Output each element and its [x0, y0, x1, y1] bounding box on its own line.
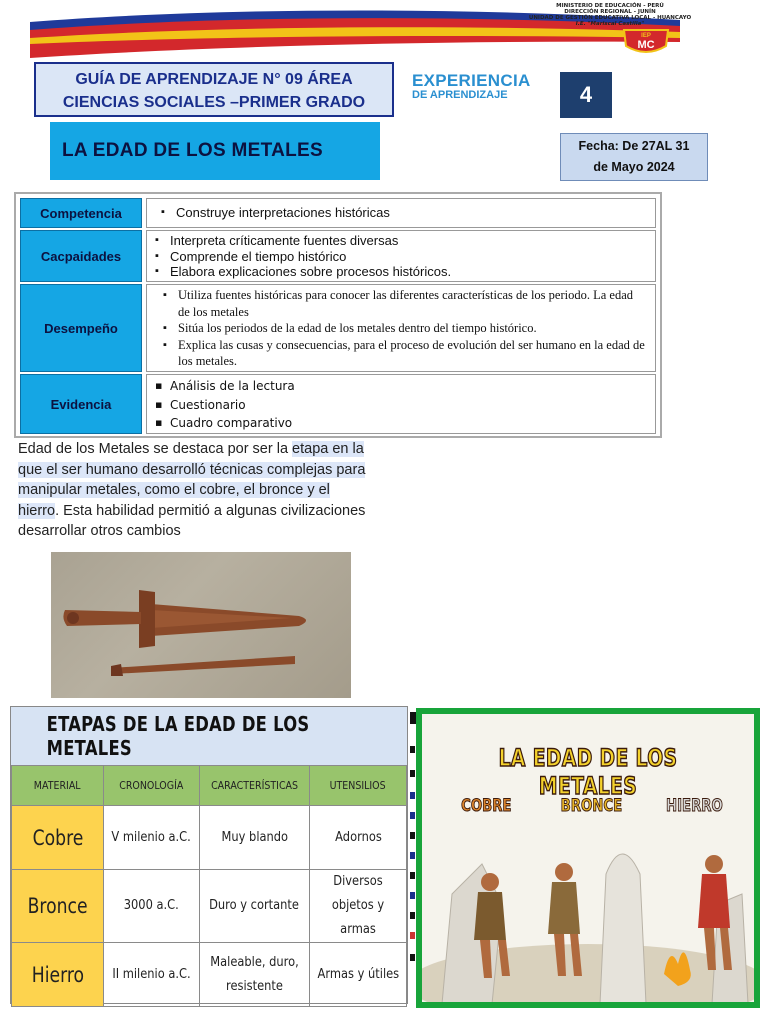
- material-cell: Bronce: [12, 870, 104, 943]
- table-row: [12, 943, 407, 1007]
- bronze-dagger-photo: [51, 552, 351, 698]
- table-row: [12, 870, 407, 943]
- capacidad-item: ▪ Elabora explicaciones sobre procesos históricos.: [155, 264, 647, 280]
- desempeno-item: ▪ Explica las cusas y consecuencias, para el proceso de evolución del ser humano en la edad de los metales.: [163, 337, 647, 370]
- desempeno-content: [146, 284, 656, 372]
- illustration-canvas: [422, 714, 754, 1002]
- experience-label-big: EXPERIENCIA: [412, 71, 531, 90]
- tools-cell: Armas y útiles: [310, 943, 407, 1007]
- intro-paragraph: [18, 439, 368, 542]
- guide-title-line2: CIENCIAS SOCIALES –PRIMER GRADO: [62, 94, 366, 111]
- metal-stages-table: [10, 706, 408, 1004]
- intro-text-start: Edad de los Metales se destaca por ser la: [18, 441, 293, 457]
- capacidad-item: ▪ Interpreta críticamente fuentes diversas: [155, 233, 647, 249]
- intro-highlight: etapa en la que el ser humano desarrolló técnicas complejas para manipular metales, como el cobre, el bronce y el hierro: [18, 441, 366, 519]
- bronze-label: BRONCE: [560, 796, 623, 816]
- desempeno-item: ▪ Utiliza fuentes históricas para conocer las diferentes características de los periodo. La edad de los metales: [163, 287, 647, 320]
- experience-number: 4: [560, 72, 612, 118]
- date-line2: de Mayo 2024: [593, 160, 675, 174]
- guide-title-line1: GUÍA DE APRENDIZAJE N° 09 ÁREA: [75, 71, 353, 88]
- characteristics-cell: Duro y cortante: [200, 870, 310, 943]
- stages-header-row: [12, 766, 407, 806]
- topic-title-box: [50, 122, 380, 180]
- evidencia-item: ▪ Análisis de la lectura: [155, 377, 647, 396]
- tools-cell: Adornos: [310, 806, 407, 870]
- chronology-cell: II milenio a.C.: [104, 943, 200, 1007]
- iron-label: HIERRO: [666, 796, 723, 816]
- chronology-cell: 3000 a.C.: [104, 870, 200, 943]
- competencia-item: ▪ Construye interpretaciones históricas: [161, 205, 647, 221]
- column-header: MATERIAL: [12, 766, 104, 806]
- evidencia-item: ▪ Cuadro comparativo: [155, 414, 647, 433]
- logo-top-text: IEP: [641, 33, 651, 39]
- experience-label: [412, 72, 531, 101]
- competencia-content: [146, 198, 656, 228]
- desempeno-item: ▪ Sitúa los periodos de la edad de los metales dentro del tiempo histórico.: [163, 320, 647, 337]
- stages-grid: [11, 765, 407, 1007]
- competencies-table: [14, 192, 662, 438]
- competencia-row: [20, 198, 656, 228]
- material-cell: Cobre: [12, 806, 104, 870]
- logo-main-text: MC: [637, 39, 655, 51]
- guide-title-box: [34, 62, 394, 117]
- date-line1: Fecha: De 27AL 31: [578, 139, 690, 153]
- evidencia-row: [20, 374, 656, 434]
- chronology-cell: V milenio a.C.: [104, 806, 200, 870]
- column-header: CARACTERÍSTICAS: [200, 766, 310, 806]
- characteristics-cell: Maleable, duro, resistente: [200, 943, 310, 1007]
- competencia-label: Competencia: [20, 198, 142, 228]
- school-logo: [620, 28, 672, 56]
- material-cell: Hierro: [12, 943, 104, 1007]
- characteristics-cell: Muy blando: [200, 806, 310, 870]
- experience-label-small: DE APRENDIZAJE: [412, 89, 508, 101]
- copper-label: COBRE: [461, 796, 512, 816]
- evidencia-label: Evidencia: [20, 374, 142, 434]
- table-row: [12, 806, 407, 870]
- capacidades-content: [146, 230, 656, 282]
- column-header: UTENSILIOS: [310, 766, 407, 806]
- evidencia-item: ▪ Cuestionario: [155, 396, 647, 415]
- dagger-image: [51, 552, 351, 698]
- metal-age-illustration: [416, 708, 760, 1008]
- header-banner: [30, 0, 740, 60]
- tools-cell: Diversos objetos y armas: [310, 870, 407, 943]
- capacidades-row: [20, 230, 656, 282]
- evidencia-content: [146, 374, 656, 434]
- date-box: [560, 133, 708, 181]
- desempeno-row: [20, 284, 656, 372]
- column-header: CRONOLOGÍA: [104, 766, 200, 806]
- topic-title: LA EDAD DE LOS METALES: [62, 140, 323, 161]
- capacidad-item: ▪ Comprende el tiempo histórico: [155, 249, 647, 265]
- intro-text-end: . Esta habilidad permitió a algunas civilizaciones desarrollar otros cambios: [18, 502, 366, 539]
- illustration-title: LA EDAD DE LOS METALES: [498, 744, 678, 800]
- desempeno-label: Desempeño: [20, 284, 142, 372]
- capacidades-label: Cacpaidades: [20, 230, 142, 282]
- stages-title: ETAPAS DE LA EDAD DE LOS METALES: [11, 707, 407, 765]
- ministry-header-text: MINISTERIO DE EDUCACIÓN - PERÚ DIRECCIÓN REGIONAL - JUNÍN UNIDAD DE GESTIÓN EDUCATIVA LOCAL - HUANCAYO I.E. "Mariscal Castilla": [528, 3, 692, 27]
